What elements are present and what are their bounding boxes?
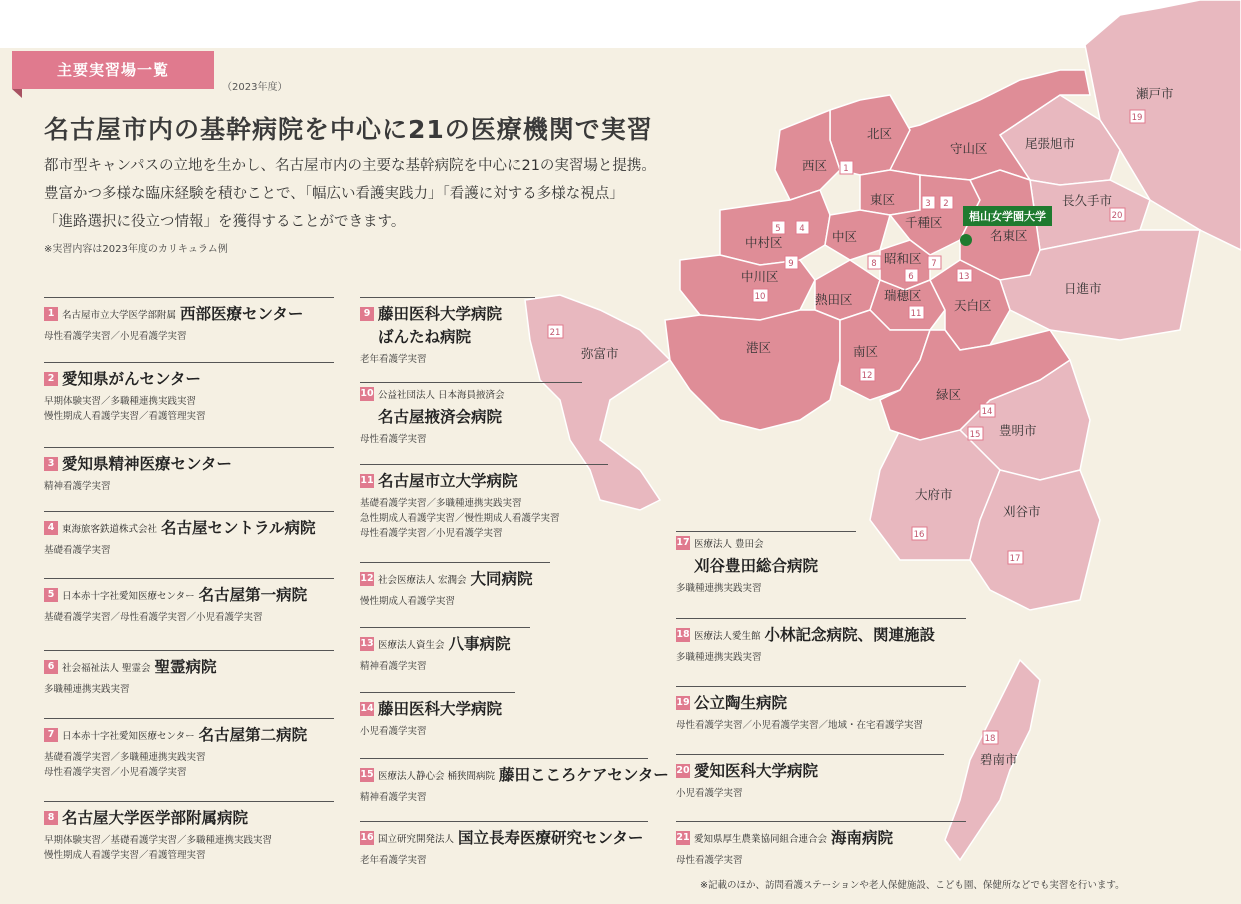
practicum-list (360, 496, 608, 541)
marker-num-21: 21 (549, 328, 561, 338)
hospital-entry (676, 531, 856, 596)
practicum-list (360, 853, 648, 868)
marker-num-7: 7 (931, 259, 937, 269)
hospital-name: 名古屋大学医学部附属病院 (62, 809, 249, 827)
hospital-number-badge: 9 (360, 307, 374, 321)
hospital-operator: 社会医療法人 宏潤会 (378, 575, 467, 586)
hospital-entry (360, 562, 550, 609)
practicum-list (44, 329, 334, 344)
hospital-number-badge: 5 (44, 588, 58, 602)
marker-num-13: 13 (958, 272, 970, 282)
marker-num-16: 16 (913, 530, 925, 540)
map-label-yatomi: 弥富市 (581, 346, 619, 361)
practicum-line: 精神看護学実習 (360, 792, 427, 803)
practicum-line: 基礎看護学実習／母性看護学実習／小児看護学実習 (44, 612, 263, 623)
hospital-name: 藤田医科大学病院 (378, 700, 503, 718)
hospital-operator: 公益社団法人 日本海員掖済会 (378, 390, 505, 401)
map-label-hekinan: 碧南市 (980, 752, 1018, 767)
hospital-name: 愛知県がんセンター (62, 370, 201, 388)
practicum-list (360, 594, 550, 609)
hospital-title-row (44, 655, 334, 677)
hospital-entry (676, 821, 966, 868)
practicum-list (44, 610, 334, 625)
hospital-number-badge: 17 (676, 537, 690, 548)
practicum-line: 母性看護学実習／小児看護学実習／地域・在宅看護学実習 (676, 720, 924, 731)
map-label-moriyama: 守山区 (950, 141, 988, 156)
hospital-entry (360, 627, 530, 674)
hospital-number-badge: 19 (676, 697, 690, 708)
practicum-line: 母性看護学実習／小児看護学実習 (44, 767, 187, 778)
hospital-entry (360, 297, 535, 367)
practicum-list (360, 352, 535, 367)
hospital-title-row (44, 806, 334, 828)
practicum-list (676, 718, 966, 733)
practicum-list (360, 724, 515, 739)
section-tab: 主要実習場一覧 (12, 51, 214, 89)
hospital-number-badge: 11 (360, 475, 374, 486)
hospital-title-row (676, 826, 966, 848)
map-label-toyoake: 豊明市 (999, 423, 1037, 438)
practicum-list (676, 581, 856, 596)
hospital-name: 名古屋市立大学病院 (378, 472, 518, 490)
hospital-title-row (360, 632, 530, 654)
marker-num-11: 11 (910, 309, 922, 319)
marker-num-18: 18 (984, 734, 996, 744)
hospital-name: 海南病院 (831, 829, 894, 847)
hospital-number-badge: 13 (360, 638, 374, 649)
nishi-ward-region (775, 110, 840, 200)
university-label: 椙山女学園大学 (963, 206, 1052, 226)
practicum-line: 多職種連携実践実習 (676, 652, 762, 663)
hospital-number-badge: 15 (360, 769, 374, 780)
map-label-showa: 昭和区 (884, 251, 922, 266)
practicum-list (44, 394, 334, 424)
map-label-seto: 瀬戸市 (1136, 86, 1174, 101)
hospital-title-row (44, 516, 334, 538)
marker-num-3: 3 (925, 199, 931, 209)
hospital-name: 聖霊病院 (154, 658, 217, 676)
hospital-title-row (44, 583, 334, 605)
practicum-list (360, 432, 582, 447)
practicum-list (676, 650, 966, 665)
hospital-operator: 医療法人 豊田会 (694, 539, 764, 550)
hospital-number-badge: 2 (44, 372, 58, 386)
map-label-minato: 港区 (746, 340, 772, 355)
hospital-name: 愛知医科大学病院 (694, 762, 819, 780)
map-label-meito: 名東区 (990, 228, 1028, 243)
hospital-operator: 愛知県厚生農業協同組合連合会 (694, 834, 828, 845)
practicum-list (44, 750, 334, 780)
hospital-name-line2: ばんたね病院 (378, 328, 472, 346)
hospital-operator: 医療法人静心会 桶狭間病院 (378, 771, 496, 782)
hospital-title-row (676, 623, 966, 645)
practicum-line: 多職種連携実践実習 (676, 583, 762, 594)
hospital-name: 藤田こころケアセンター (499, 766, 669, 784)
map-label-mizuho: 瑞穂区 (884, 288, 922, 303)
hospital-number-badge: 16 (360, 832, 374, 843)
hospital-number-badge: 8 (44, 811, 58, 825)
practicum-line: 小児看護学実習 (360, 726, 427, 737)
hospital-title-row (676, 759, 944, 781)
hospital-entry (44, 362, 334, 424)
hospital-number-badge: 7 (44, 728, 58, 742)
page-headline: 名古屋市内の基幹病院を中心に21の医療機関で実習 (44, 115, 653, 144)
year-label: （2023年度） (222, 82, 288, 93)
hospital-number-badge: 21 (676, 832, 690, 843)
marker-num-10: 10 (754, 292, 766, 302)
curriculum-note: ※実習内容は2023年度のカリキュラム例 (44, 244, 228, 255)
hospital-entry (44, 578, 334, 625)
marker-num-20: 20 (1111, 211, 1123, 221)
marker-num-17: 17 (1009, 554, 1021, 564)
hospital-entry (44, 650, 334, 697)
hospital-title-row (360, 302, 535, 324)
practicum-line: 小児看護学実習 (676, 788, 743, 799)
marker-num-8: 8 (871, 259, 877, 269)
practicum-list (44, 682, 334, 697)
practicum-line: 精神看護学実習 (44, 481, 111, 492)
intro-line: 「進路選択に役立つ情報」を獲得することができます。 (44, 214, 406, 230)
practicum-line: 慢性期成人看護学実習／看護管理実習 (44, 411, 206, 422)
practicum-line: 早期体験実習／多職種連携実践実習 (44, 396, 197, 407)
hospital-title-row (44, 367, 334, 389)
marker-num-1: 1 (843, 164, 849, 174)
hospital-name: 名古屋第一病院 (198, 586, 308, 604)
hospital-operator: 名古屋市立大学医学部附属 (62, 310, 177, 321)
hospital-title-row (360, 469, 608, 491)
map-label-owariasahi: 尾張旭市 (1025, 136, 1076, 151)
practicum-line: 母性看護学実習／小児看護学実習 (360, 528, 503, 539)
map-label-obu: 大府市 (915, 487, 953, 502)
practicum-line: 急性期成人看護学実習／慢性期成人看護学実習 (360, 513, 560, 524)
hospital-name: 愛知県精神医療センター (62, 455, 232, 473)
intro-text (44, 152, 684, 236)
hospital-number-badge: 12 (360, 573, 374, 584)
map-label-midori: 緑区 (936, 387, 962, 402)
practicum-list (44, 479, 334, 494)
practicum-line: 早期体験実習／基礎看護学実習／多職種連携実践実習 (44, 835, 273, 846)
hospital-number-badge: 4 (44, 521, 58, 535)
hospital-number-badge: 18 (676, 629, 690, 640)
marker-num-15: 15 (969, 430, 981, 440)
hospital-operator: 国立研究開発法人 (378, 834, 455, 845)
map-label-atsuta: 熱田区 (815, 292, 853, 307)
map-label-kariya: 刈谷市 (1003, 504, 1041, 519)
hospital-entry (44, 297, 334, 344)
marker-num-6: 6 (908, 272, 914, 282)
hospital-name: 八事病院 (448, 635, 511, 653)
hospital-title-row (360, 567, 550, 589)
marker-num-19: 19 (1131, 113, 1143, 123)
hospital-operator: 医療法人愛生館 (694, 631, 761, 642)
map-label-minami: 南区 (853, 344, 879, 359)
practicum-line: 老年看護学実習 (360, 354, 427, 365)
practicum-line: 母性看護学実習 (676, 855, 743, 866)
practicum-line: 多職種連携実践実習 (44, 684, 130, 695)
hospital-name: 名古屋セントラル病院 (161, 519, 316, 537)
hospital-title-row (44, 452, 334, 474)
hospital-name: 名古屋第二病院 (198, 726, 308, 744)
map-label-tempaku: 天白区 (954, 298, 992, 313)
practicum-line: 母性看護学実習 (360, 434, 427, 445)
hospital-entry (44, 447, 334, 494)
practicum-line: 慢性期成人看護学実習 (360, 596, 456, 607)
map-label-nakagawa: 中川区 (741, 269, 779, 284)
practicum-list (360, 659, 530, 674)
hospital-operator: 日本赤十字社愛知医療センター (62, 731, 195, 742)
hospital-number-badge: 6 (44, 660, 58, 674)
hospital-name: 公立陶生病院 (694, 694, 788, 712)
hospital-entry (360, 464, 608, 541)
map-label-nakamura: 中村区 (745, 235, 783, 250)
hospital-entry (676, 754, 944, 801)
intro-line: 都市型キャンパスの立地を生かし、名古屋市内の主要な基幹病院を中心に21の実習場と提携。 (44, 158, 656, 174)
footnote: ※記載のほか、訪問看護ステーションや老人保健施設、こども園、保健所などでも実習を行います。 (700, 880, 1125, 891)
hospital-number-badge: 10 (360, 388, 374, 399)
hospital-number-badge: 1 (44, 307, 58, 321)
hospital-title-row (44, 302, 334, 324)
hospital-name: 小林記念病院、関連施設 (764, 626, 936, 644)
hospital-name-line2: 名古屋掖済会病院 (378, 408, 503, 426)
marker-num-2: 2 (943, 199, 949, 209)
practicum-line: 基礎看護学実習 (44, 545, 111, 556)
hospital-title-row (44, 723, 334, 745)
practicum-list (676, 853, 966, 868)
map-label-nagakute: 長久手市 (1062, 193, 1113, 208)
practicum-list (676, 786, 944, 801)
map-label-kita: 北区 (867, 126, 893, 141)
map-label-chikusa: 千種区 (905, 215, 943, 230)
practicum-list (44, 543, 334, 558)
hospital-title-row (360, 697, 515, 719)
hospital-title-row (676, 691, 966, 713)
map-label-nisshin: 日進市 (1064, 281, 1102, 296)
hospital-entry (44, 718, 334, 780)
practicum-line: 基礎看護学実習／多職種連携実践実習 (44, 752, 206, 763)
marker-num-12: 12 (861, 371, 873, 381)
hospital-entry (360, 758, 669, 805)
hospital-name-line2: 刈谷豊田総合病院 (694, 557, 819, 575)
hospital-title-row (360, 387, 582, 404)
map-label-nishi: 西区 (802, 158, 828, 173)
hospital-entry (360, 692, 515, 739)
marker-num-4: 4 (799, 224, 805, 234)
hospital-operator: 東海旅客鉄道株式会社 (62, 524, 158, 535)
hospital-title-row (360, 826, 648, 848)
hospital-operator: 日本赤十字社愛知医療センター (62, 591, 195, 602)
minato-ward-region (665, 310, 840, 430)
practicum-list (44, 833, 334, 863)
marker-num-5: 5 (775, 224, 781, 234)
practicum-line: 慢性期成人看護学実習／看護管理実習 (44, 850, 206, 861)
map-label-higashi: 東区 (870, 192, 896, 207)
hospital-number-badge: 3 (44, 457, 58, 471)
hospital-title-row (676, 536, 856, 553)
hospital-entry (360, 382, 582, 447)
hospital-number-badge: 14 (360, 703, 374, 714)
hospital-title-row (360, 763, 669, 785)
practicum-line: 老年看護学実習 (360, 855, 427, 866)
hospital-entry (44, 511, 334, 558)
hospital-entry (676, 618, 966, 665)
hospital-number-badge: 20 (676, 765, 690, 776)
hospital-operator: 社会福祉法人 聖霊会 (62, 663, 151, 674)
hospital-entry (360, 821, 648, 868)
hospital-operator: 医療法人資生会 (378, 640, 445, 651)
practicum-line: 精神看護学実習 (360, 661, 427, 672)
hospital-name: 国立長寿医療研究センター (458, 829, 644, 847)
marker-num-9: 9 (788, 259, 794, 269)
practicum-line: 母性看護学実習／小児看護学実習 (44, 331, 187, 342)
hospital-entry (44, 801, 334, 863)
university-location-marker (960, 234, 972, 246)
marker-num-14: 14 (981, 407, 993, 417)
hospital-entry (676, 686, 966, 733)
practicum-list (360, 790, 648, 805)
intro-line: 豊富かつ多様な臨床経験を積むことで、「幅広い看護実践力」「看護に対する多様な視点」 (44, 186, 624, 202)
hospital-name: 西部医療センター (180, 305, 304, 323)
practicum-line: 基礎看護学実習／多職種連携実践実習 (360, 498, 522, 509)
map-label-naka: 中区 (832, 229, 858, 244)
hospital-name: 大同病院 (470, 570, 533, 588)
hospital-name: 藤田医科大学病院 (378, 305, 503, 323)
